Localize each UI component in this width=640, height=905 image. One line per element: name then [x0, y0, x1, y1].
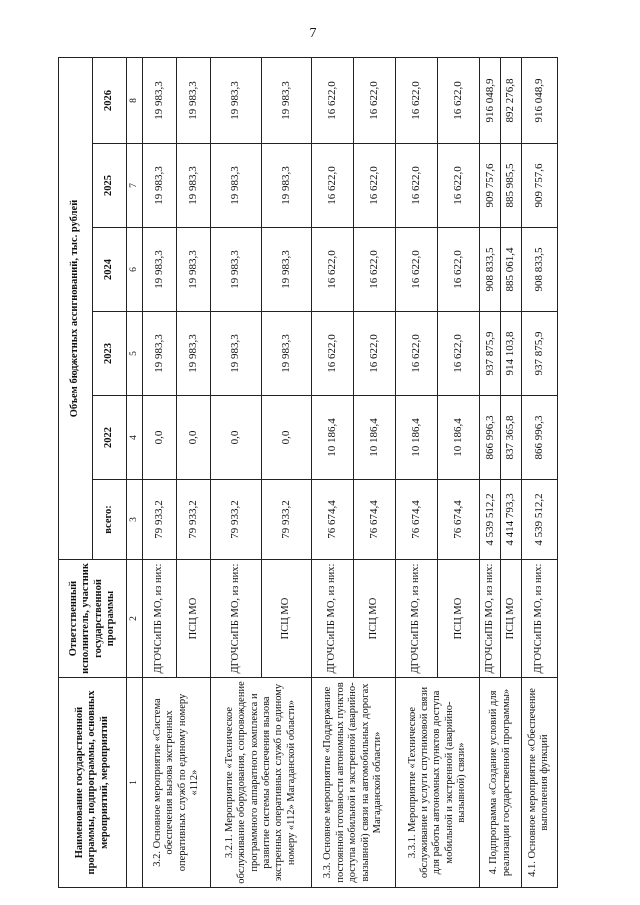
- header-year: 2023: [93, 312, 127, 396]
- table-row: [311, 57, 353, 887]
- row-value: 10 186,4: [396, 396, 438, 480]
- row-value: 866 996,3: [521, 396, 557, 480]
- row-value: 0,0: [177, 396, 211, 480]
- table-row: [480, 57, 501, 887]
- row-value: 16 622,0: [353, 228, 395, 312]
- row-name: 4.1. Основное мероприятие «Обеспечение выполнения функций: [521, 678, 557, 888]
- row-executor: ДГОЧСиПБ МО, из них:: [311, 560, 353, 678]
- page-number: 7: [309, 26, 317, 41]
- row-value: 19 983,3: [211, 57, 261, 143]
- table-body: [59, 57, 558, 887]
- row-total: 76 674,4: [353, 480, 395, 560]
- row-value: 19 983,3: [143, 144, 177, 228]
- row-value: 937 875,9: [521, 312, 557, 396]
- header-year: 2026: [93, 57, 127, 143]
- row-value: 916 048,9: [521, 57, 557, 143]
- row-name: 3.3. Основное мероприятие «Поддержание постоянной готовности автономных пунктов доступа мобильной и экстренной (аварийно-вызывной) связи на автомобильных дорогах Магаданской области»: [311, 678, 395, 888]
- row-value: 19 983,3: [211, 228, 261, 312]
- table-row: [521, 57, 557, 887]
- row-total: 79 933,2: [211, 480, 261, 560]
- row-value: 866 996,3: [480, 396, 501, 480]
- header-row: [59, 57, 93, 887]
- row-value: 19 983,3: [261, 228, 311, 312]
- header-year: 2025: [93, 144, 127, 228]
- row-value: 909 757,6: [521, 144, 557, 228]
- row-value: 16 622,0: [438, 312, 480, 396]
- row-value: 16 622,0: [396, 312, 438, 396]
- row-value: 16 622,0: [438, 144, 480, 228]
- row-value: 16 622,0: [438, 57, 480, 143]
- row-value: 0,0: [211, 396, 261, 480]
- row-executor: ПСЦ МО: [438, 560, 480, 678]
- row-value: 892 276,8: [501, 57, 522, 143]
- column-index: 2: [127, 560, 143, 678]
- row-total: 79 933,2: [261, 480, 311, 560]
- row-value: 16 622,0: [353, 144, 395, 228]
- row-value: 0,0: [261, 396, 311, 480]
- row-total: 79 933,2: [143, 480, 177, 560]
- row-total: 76 674,4: [438, 480, 480, 560]
- row-value: 19 983,3: [261, 312, 311, 396]
- table-row: [396, 57, 438, 887]
- row-value: 19 983,3: [211, 144, 261, 228]
- row-total: 4 539 512,2: [480, 480, 501, 560]
- column-index: 1: [127, 678, 143, 888]
- row-value: 10 186,4: [438, 396, 480, 480]
- row-executor: ДГОЧСиПБ МО, из них:: [143, 560, 177, 678]
- column-index: 5: [127, 312, 143, 396]
- row-executor: ПСЦ МО: [501, 560, 522, 678]
- row-value: 19 983,3: [143, 228, 177, 312]
- row-value: 16 622,0: [311, 228, 353, 312]
- row-value: 909 757,6: [480, 144, 501, 228]
- row-total: 76 674,4: [396, 480, 438, 560]
- row-value: 19 983,3: [177, 228, 211, 312]
- row-value: 19 983,3: [177, 144, 211, 228]
- row-value: 16 622,0: [353, 57, 395, 143]
- row-value: 19 983,3: [211, 312, 261, 396]
- column-index: 7: [127, 144, 143, 228]
- header-year: 2022: [93, 396, 127, 480]
- row-total: 76 674,4: [311, 480, 353, 560]
- row-value: 16 622,0: [311, 57, 353, 143]
- row-value: 19 983,3: [177, 312, 211, 396]
- row-value: 885 985,5: [501, 144, 522, 228]
- row-value: 19 983,3: [261, 144, 311, 228]
- header-total: всего:: [93, 480, 127, 560]
- row-total: 4 539 512,2: [521, 480, 557, 560]
- header-name: Наименование государственной программы, подпрограммы, основных мероприятий, мероприятий: [59, 678, 127, 888]
- header-year: 2024: [93, 228, 127, 312]
- row-executor: ДГОЧСиПБ МО, из них:: [211, 560, 261, 678]
- row-value: 16 622,0: [311, 312, 353, 396]
- row-value: 19 983,3: [177, 57, 211, 143]
- row-value: 914 103,8: [501, 312, 522, 396]
- column-index: 4: [127, 396, 143, 480]
- row-value: 937 875,9: [480, 312, 501, 396]
- row-total: 79 933,2: [177, 480, 211, 560]
- column-index: 6: [127, 228, 143, 312]
- row-executor: ПСЦ МО: [353, 560, 395, 678]
- table-row: [143, 57, 177, 887]
- header-budget: Объем бюджетных ассигнований, тыс. рублей: [59, 57, 93, 559]
- row-value: 19 983,3: [143, 312, 177, 396]
- row-value: 19 983,3: [143, 57, 177, 143]
- row-executor: ДГОЧСиПБ МО, из них:: [396, 560, 438, 678]
- row-value: 916 048,9: [480, 57, 501, 143]
- row-name: 4. Подпрограмма «Создание условий для реализации государственной программы»: [480, 678, 522, 888]
- table-row: [211, 57, 261, 887]
- row-executor: ПСЦ МО: [261, 560, 311, 678]
- row-value: 908 833,5: [521, 228, 557, 312]
- row-value: 10 186,4: [311, 396, 353, 480]
- row-executor: ДГОЧСиПБ МО, из них:: [480, 560, 501, 678]
- table-rotated-container: [58, 58, 558, 888]
- row-name: 3.2. Основное мероприятие «Система обеспечения вызова экстренных оперативных служб по единому номеру «112»: [143, 678, 211, 888]
- budget-table: [58, 57, 558, 888]
- row-executor: ПСЦ МО: [177, 560, 211, 678]
- row-value: 16 622,0: [396, 144, 438, 228]
- row-executor: ДГОЧСиПБ МО, из них:: [521, 560, 557, 678]
- row-value: 19 983,3: [261, 57, 311, 143]
- row-value: 0,0: [143, 396, 177, 480]
- row-value: 908 833,5: [480, 228, 501, 312]
- row-value: 10 186,4: [353, 396, 395, 480]
- row-value: 885 061,4: [501, 228, 522, 312]
- row-value: 837 365,8: [501, 396, 522, 480]
- column-index-row: [127, 57, 143, 887]
- row-value: 16 622,0: [396, 57, 438, 143]
- column-index: 8: [127, 57, 143, 143]
- row-name: 3.2.1. Мероприятие «Техническое обслуживание оборудования, сопровождение программного аппаратного комплекса и развитие системы обеспечения вызова экстренных оперативных служб по единому номеру «112» Магаданской области»: [211, 678, 311, 888]
- column-index: 3: [127, 480, 143, 560]
- row-value: 16 622,0: [353, 312, 395, 396]
- row-value: 16 622,0: [311, 144, 353, 228]
- row-total: 4 414 793,3: [501, 480, 522, 560]
- row-name: 3.3.1. Мероприятие «Техническое обслуживание и услуги спутниковой связи для работы автономных пунктов доступа мобильной и экстренной (аварийно-вызывной) связи»: [396, 678, 480, 888]
- row-value: 16 622,0: [438, 228, 480, 312]
- row-value: 16 622,0: [396, 228, 438, 312]
- header-executor: Ответственный исполнитель, участник государственной программы: [59, 560, 127, 678]
